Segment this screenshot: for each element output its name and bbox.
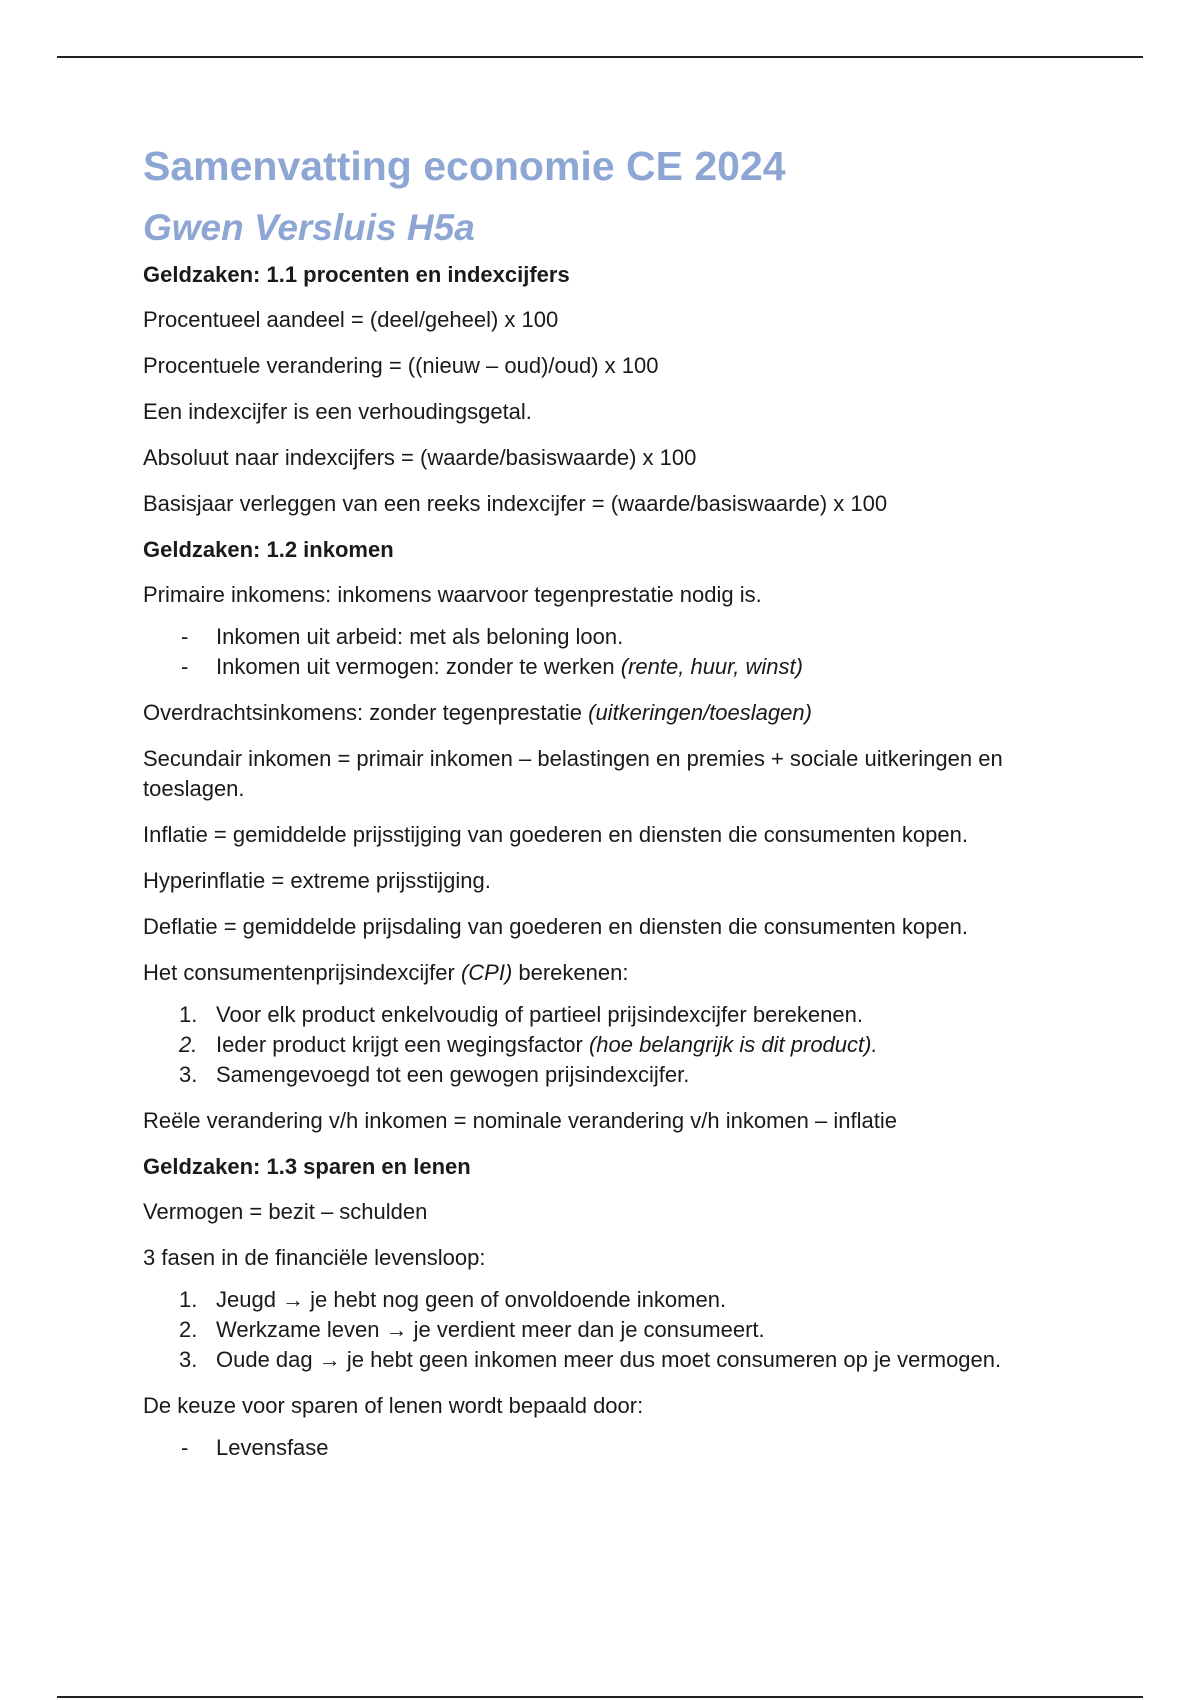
section-heading: Geldzaken: 1.3 sparen en lenen [143, 1154, 471, 1179]
list-marker: 1. [179, 1002, 198, 1027]
bullet-list [143, 622, 1073, 682]
list-item [143, 1285, 1073, 1315]
list-marker: 1. [179, 1287, 198, 1312]
list-item-text: Inkomen uit vermogen: zonder te werken [216, 654, 621, 679]
paragraph [143, 958, 1073, 988]
paragraph: Basisjaar verleggen van een reeks indexcijfer = (waarde/basiswaarde) x 100 [143, 491, 888, 516]
numbered-list [143, 1285, 1073, 1375]
paragraph: De keuze voor sparen of lenen wordt bepaald door: [143, 1393, 644, 1418]
list-item [143, 1060, 1073, 1090]
paragraph: Procentuele verandering = ((nieuw – oud)/oud) x 100 [143, 353, 659, 378]
paragraph-italic: (CPI) [460, 960, 513, 985]
paragraph: Procentueel aandeel = (deel/geheel) x 100 [143, 307, 559, 332]
document-body [143, 140, 1073, 1479]
paragraph-italic: (uitkeringen/toeslagen) [588, 700, 812, 725]
paragraph: Vermogen = bezit – schulden [143, 1199, 428, 1224]
bullet-list [143, 1433, 1073, 1463]
document-title: Samenvatting economie CE 2024 [143, 143, 786, 189]
paragraph [143, 698, 1073, 728]
list-marker: 3. [179, 1062, 198, 1087]
paragraph: Secundair inkomen = primair inkomen – belastingen en premies + sociale uitkeringen en toeslagen. [143, 746, 1003, 801]
paragraph: Absoluut naar indexcijfers = (waarde/basiswaarde) x 100 [143, 445, 697, 470]
list-marker: - [181, 654, 189, 679]
section-heading: Geldzaken: 1.1 procenten en indexcijfers [143, 262, 570, 287]
list-item [143, 1000, 1073, 1030]
list-item-text: Werkzame leven → je verdient meer dan je consumeert. [216, 1317, 765, 1342]
document-subtitle: Gwen Versluis H5a [143, 207, 475, 248]
list-item-text: Jeugd → je hebt nog geen of onvoldoende inkomen. [216, 1287, 727, 1312]
list-item [143, 1433, 1073, 1463]
list-item-text: Levensfase [216, 1435, 329, 1460]
list-marker: 2. [179, 1317, 198, 1342]
list-item [143, 1315, 1073, 1345]
list-item-italic: (rente, huur, winst) [620, 654, 803, 679]
footer-rule [57, 1696, 1143, 1698]
paragraph: 3 fasen in de financiële levensloop: [143, 1245, 486, 1270]
list-marker: 2. [179, 1032, 198, 1057]
list-marker: - [181, 624, 189, 649]
list-item-text: Ieder product krijgt een wegingsfactor [216, 1032, 589, 1057]
list-item [143, 652, 1073, 682]
header-rule [57, 56, 1143, 58]
paragraph-text: Het consumentenprijsindexcijfer [143, 960, 461, 985]
paragraph: Reële verandering v/h inkomen = nominale verandering v/h inkomen – inflatie [143, 1108, 897, 1133]
paragraph: Primaire inkomens: inkomens waarvoor tegenprestatie nodig is. [143, 582, 762, 607]
list-marker: - [181, 1435, 189, 1460]
list-item-text: Samengevoegd tot een gewogen prijsindexcijfer. [216, 1062, 690, 1087]
paragraph-text: Overdrachtsinkomens: zonder tegenprestatie [143, 700, 589, 725]
paragraph-text: berekenen: [512, 960, 629, 985]
paragraph: Een indexcijfer is een verhoudingsgetal. [143, 399, 532, 424]
list-item [143, 1030, 1073, 1060]
list-marker: 3. [179, 1347, 198, 1372]
list-item-text: Inkomen uit arbeid: met als beloning loon. [216, 624, 624, 649]
list-item-text: Voor elk product enkelvoudig of partieel prijsindexcijfer berekenen. [216, 1002, 863, 1027]
section-heading: Geldzaken: 1.2 inkomen [143, 537, 394, 562]
list-item [143, 622, 1073, 652]
list-item-text: Oude dag → je hebt geen inkomen meer dus moet consumeren op je vermogen. [216, 1347, 1002, 1372]
list-item [143, 1345, 1073, 1375]
paragraph: Deflatie = gemiddelde prijsdaling van goederen en diensten die consumenten kopen. [143, 914, 968, 939]
paragraph: Inflatie = gemiddelde prijsstijging van goederen en diensten die consumenten kopen. [143, 822, 968, 847]
list-item-italic: (hoe belangrijk is dit product). [588, 1032, 878, 1057]
paragraph: Hyperinflatie = extreme prijsstijging. [143, 868, 491, 893]
numbered-list [143, 1000, 1073, 1090]
